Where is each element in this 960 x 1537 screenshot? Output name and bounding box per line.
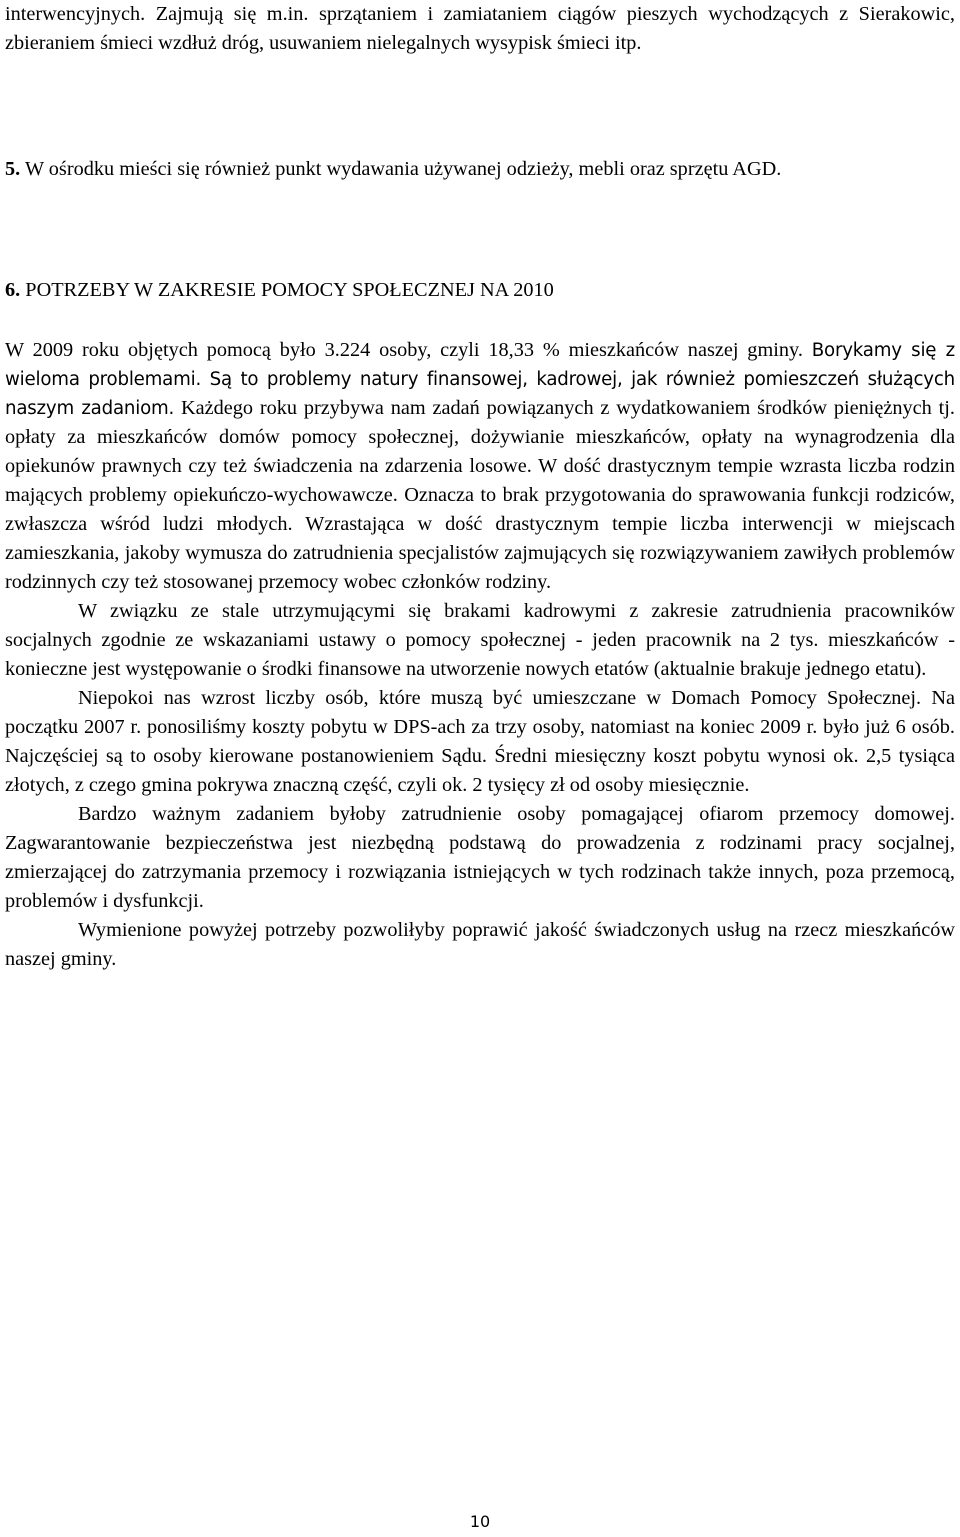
body-text — [5, 336, 955, 974]
paragraph-4: Bardzo ważnym zadaniem byłoby zatrudnienie osoby pomagającej ofiarom przemocy domowej. Zagwarantowanie bezpieczeństwa jest niezbędną podstawą do prowadzenia z rodzinami pracy socjalnej, zmierzającej do zatrzymania przemocy i rozwiązania istniejących w tych rodzinach także innych, poza przemocą, problemów i dysfunkcji. — [5, 803, 955, 912]
section-6-number: 6. — [5, 279, 21, 301]
intro-paragraph — [5, 0, 955, 58]
paragraph-5: Wymienione powyżej potrzeby pozwoliłyby poprawić jakość świadczonych usług na rzecz mieszkańców naszej gminy. — [5, 919, 955, 970]
item-5-number: 5. — [5, 158, 21, 180]
paragraph-2: W związku ze stale utrzymującymi się brakami kadrowymi z zakresie zatrudnienia pracowników socjalnych zgodnie ze wskazaniami ustawy o pomocy społecznej - jeden pracownik na 2 tys. mieszkańców - konieczne jest występowanie o środki finansowe na utworzenie nowych etatów (aktualnie brakuje jednego etatu). — [5, 600, 955, 680]
item-5 — [5, 155, 955, 184]
paragraph-1-sentence-4: W dość drastycznym tempie wzrasta liczba rodzin mających problemy opiekuńczo-wychowawcze. Oznacza to brak przygotowania do sprawowania funkcji rodziców, zwłaszcza wśród ludzi młodych. Wzrastająca w dość drastycznym tempie liczba interwencji w miejscach zamieszkania, jakoby wymusza do zatrudnienia specjalistów zajmujących się rozwiązywaniem zawiłych problemów rodzinnych czy też stosowanej przemocy wobec członków rodziny. — [5, 455, 955, 593]
paragraph-1 — [5, 336, 955, 597]
item-5-text: W ośrodku mieści się również punkt wydawania używanej odzieży, mebli oraz sprzętu AGD. — [24, 158, 782, 180]
intro-paragraph-text: interwencyjnych. Zajmują się m.in. sprzątaniem i zamiataniem ciągów pieszych wychodzących z Sierakowic, zbieraniem śmieci wzdłuż dróg, usuwaniem nielegalnych wysypisk śmieci itp. — [5, 3, 955, 54]
section-6-heading — [5, 276, 554, 305]
paragraph-1-sentence-2: Borykamy się z wieloma problemami. Są to problemy natury finansowej, kadrowej, jak również pomieszczeń służących naszym zadaniom. — [5, 340, 955, 419]
paragraph-1-sentence-1: W 2009 roku objętych pomocą było 3.224 osoby, czyli 18,33 % mieszkańców naszej gminy. — [5, 339, 803, 361]
section-6-title: POTRZEBY W ZAKRESIE POMOCY SPOŁECZNEJ NA 2010 — [25, 279, 554, 301]
paragraph-3: Niepokoi nas wzrost liczby osób, które muszą być umieszczane w Domach Pomocy Społecznej. Na początku 2007 r. ponosiliśmy koszty pobytu w DPS-ach za trzy osoby, natomiast na koniec 2009 r. było już 6 osób. Najczęściej są to osoby kierowane postanowieniem Sądu. Średni miesięczny koszt pobytu wynosi ok. 2,5 tysiąca złotych, z czego gmina pokrywa znaczną część, czyli ok. 2 tysięcy zł od osoby miesięcznie. — [5, 687, 955, 796]
paragraph-1-sentence-3: Każdego roku przybywa nam zadań powiązanych z wydatkowaniem środków pieniężnych tj. opłaty za mieszkańców domów pomocy społecznej, dożywianie mieszkańców, opłaty na wynagrodzenia dla opiekunów prawnych czy też świadczenia na zdarzenia losowe. — [5, 397, 956, 477]
page-number: 10 — [469, 1512, 491, 1531]
